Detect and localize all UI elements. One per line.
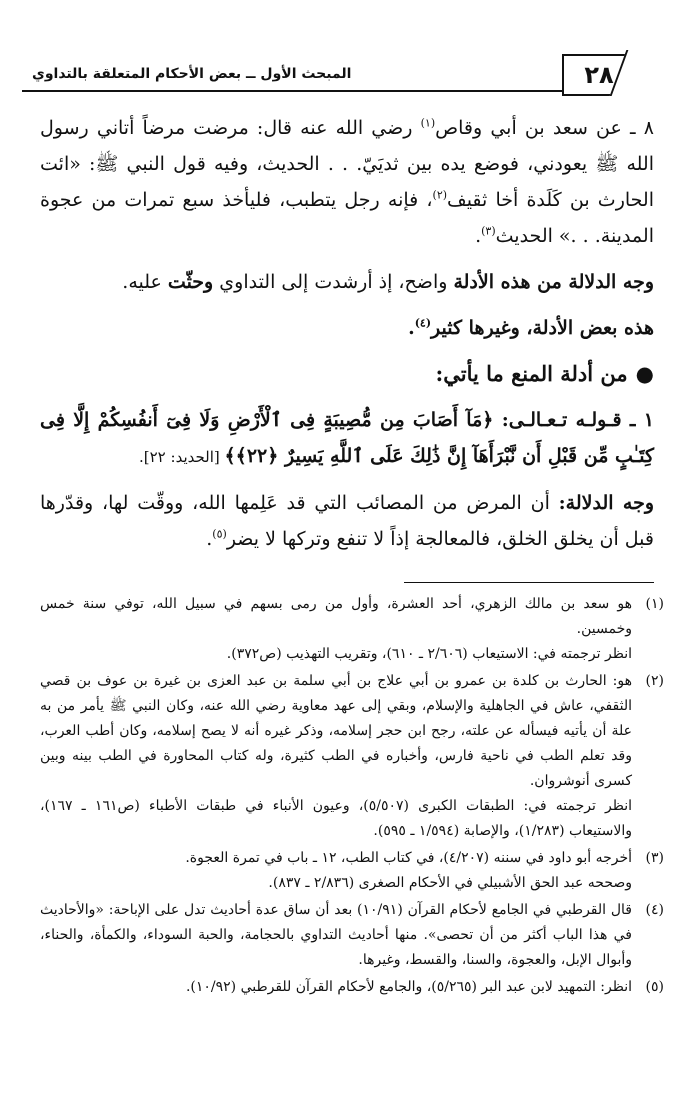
footnote-line: انظر ترجمته في: الاستيعاب (٢/٦٠٦ ـ ٦١٠)، وتقريب التهذيب (ص٣٧٢). <box>226 646 632 662</box>
bold-run: ١ ـ قـولـه تـعـالـى: <box>501 409 654 431</box>
footnote-number: (٥) <box>645 979 664 995</box>
text-run: واضح، إذ أرشدت إلى التداوي <box>213 271 454 293</box>
page-number: ٢٨ <box>562 54 634 96</box>
paragraph-summary <box>40 310 654 346</box>
footnote-ref: (٤) <box>414 316 432 330</box>
bullet-icon: ● <box>635 361 654 386</box>
paragraph-verse-evidence <box>40 485 654 557</box>
bold-run: وجه الدلالة: <box>558 492 654 514</box>
text-run: . <box>206 528 213 550</box>
footnote <box>40 592 664 667</box>
paragraph-verse <box>40 402 654 475</box>
text-run: . <box>408 317 415 339</box>
footnote-number: (٤) <box>645 902 664 918</box>
text-run: هذه بعض الأدلة، وغيرها كثير <box>431 317 654 339</box>
footnote-line: انظر: التمهيد لابن عبد البر (٥/٢٦٥)، والجامع لأحكام القرآن للقرطبي (١٠/٩٢). <box>185 979 632 995</box>
footnote-ref: (٢) <box>432 188 448 202</box>
section-heading <box>40 356 654 392</box>
text-run: رضي الله عنه قال: مرضت مرضاً أتاني رسول الله ﷺ يعودني، فوضع يده بين ثديَيّ. . . الحديث، وفيه قول النبي ﷺ: «ائت الحارث بن كَلَدة أخا ثقيف <box>40 117 654 211</box>
page-header <box>22 44 634 94</box>
footnote <box>40 669 664 844</box>
footnote-number: (٢) <box>645 673 664 689</box>
header-rule <box>22 90 564 92</box>
footnote-number: (١) <box>645 596 664 612</box>
footnote <box>40 898 664 973</box>
footnote-line: هو: الحارث بن كلدة بن عمرو بن أبي علاج بن أبي سلمة بن عبد العزى بن غيرة بن عوف بن قصي الثقفي، عاش في الجاهلية والإسلام، وبقي إلى عهد معاوية رضي الله عنه، وكان النبي ﷺ يأمر من به علة أن يأتيه فيسأله عن علته، رجح ابن حجر إسلامه، وذكر غيره أنه لا يصح إسلامه، وكان أطب العرب، وقد تعلم الطب في ناحية فارس، وأخباره في الطب كثيرة، وله كتاب المحاورة في الطب بينه وبين كسرى أنوشروان. <box>40 673 632 789</box>
footnote-line: أخرجه أبو داود في سننه (٤/٢٠٧)، في كتاب الطب، ١٢ ـ باب في تمرة العجوة. <box>185 850 632 866</box>
footnote-ref: (١) <box>420 116 436 130</box>
footnote-line: هو سعد بن مالك الزهري، أحد العشرة، وأول من رمى بسهم في سبيل الله، توفي سنة خمس وخمسين. <box>40 596 632 637</box>
running-title: المبحث الأول ــ بعض الأحكام المتعلقة بالتداوي <box>32 66 352 82</box>
bold-run: وحثّت <box>167 271 214 293</box>
main-text <box>40 110 654 567</box>
footnote-line: قال القرطبي في الجامع لأحكام القرآن (١٠/٩١) بعد أن ساق عدة أحاديث تدل على الإباحة: «والأحاديث في هذا الباب أكثر من أن تحصى». منها أحاديث التداوي بالحجامة، والحبة السوداء، والكمأة، والحناء، وأبوال الإبل، والعجوة، والسنا، والقسط، وغيرها. <box>40 902 632 968</box>
verse-reference: [الحديد: ٢٢]. <box>139 448 225 466</box>
text-run: ٨ ـ عن سعد بن أبي وقاص <box>435 117 654 139</box>
footnotes <box>40 592 664 1002</box>
heading-text: من أدلة المنع ما يأتي: <box>435 361 628 386</box>
footnote-rule <box>404 582 654 583</box>
paragraph-hadith-8 <box>40 110 654 254</box>
footnote-ref: (٣) <box>481 224 496 238</box>
text-run: . <box>475 225 482 247</box>
footnote-number: (٣) <box>645 850 664 866</box>
footnote-ref: (٥) <box>212 527 227 541</box>
text-run: ، فإنه رجل يتطبب، فليأخذ سبع تمرات من عجوة المدينة. . .» الحديث <box>40 189 654 247</box>
footnote <box>40 846 664 896</box>
text-run: أن المرض من المصائب التي قد عَلِمها الله، ووقّت لها، وقدّرها قبل أن يخلق الخلق، فالمعالجة إذاً لا تنفع وتركها لا يضر <box>40 492 654 550</box>
footnote <box>40 975 664 1000</box>
quran-verse: ﴿مَآ أَصَابَ مِن مُّصِيبَةٍ فِى ٱلْأَرْضِ وَلَا فِىٓ أَنفُسِكُمْ إِلَّا فِى كِتَـٰبٍ مِّن قَبْلِ أَن نَّبْرَأَهَآ إِنَّ ذَٰلِكَ عَلَى ٱللَّهِ يَسِيرٌ ﴿٢٢﴾﴾ <box>40 409 654 467</box>
footnote-line: انظر ترجمته في: الطبقات الكبرى (٥/٥٠٧)، وعيون الأنباء في طبقات الأطباء (ص١٦١ ـ ١٦٧)، والاستيعاب (١/٢٨٣)، والإصابة (١/٥٩٤ ـ ٥٩٥). <box>40 798 632 839</box>
paragraph-evidence <box>40 264 654 300</box>
text-run: عليه. <box>122 271 168 293</box>
footnote-line: وصححه عبد الحق الأشبيلي في الأحكام الصغرى (٢/٨٣٦ ـ ٨٣٧). <box>268 875 632 891</box>
bold-run: وجه الدلالة من هذه الأدلة <box>453 271 654 293</box>
